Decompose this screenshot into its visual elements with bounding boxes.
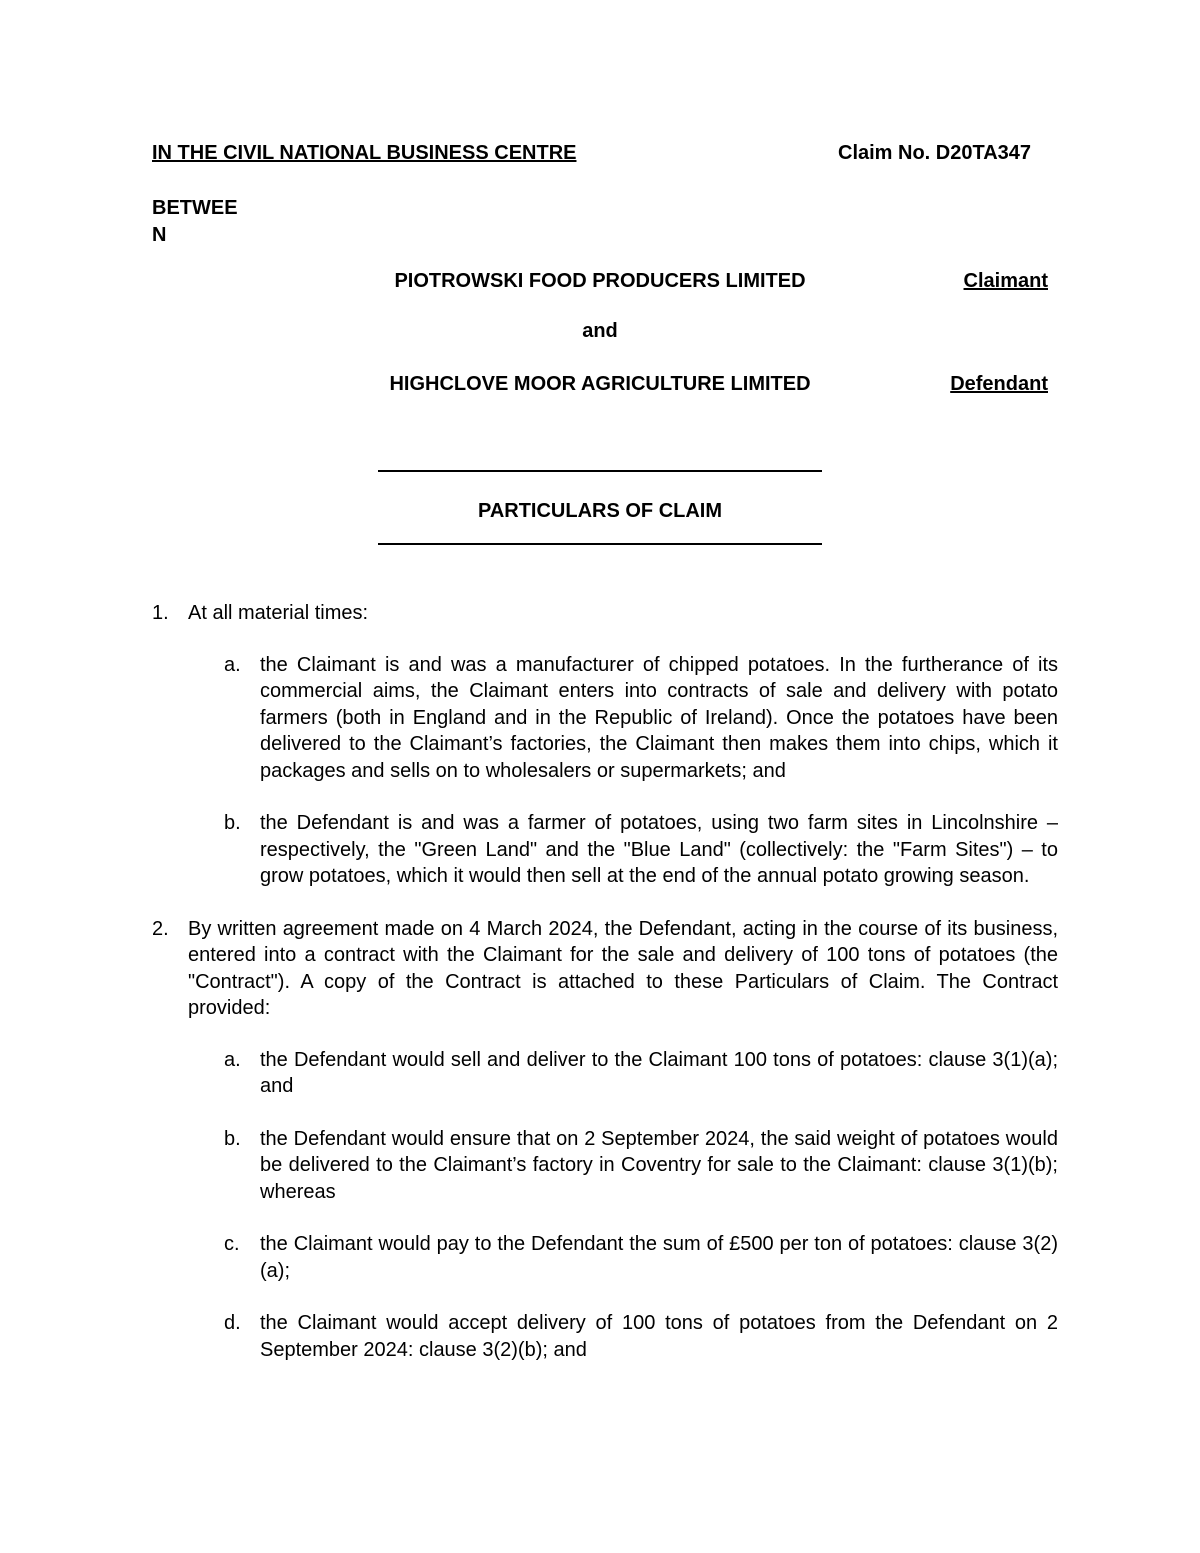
sub-paragraph-text: the Defendant would sell and deliver to the Claimant 100 tons of potatoes: clause 3(1)(a); and xyxy=(260,1048,1058,1097)
sub-paragraph-2b xyxy=(224,1126,1058,1206)
sub-paragraph-2a xyxy=(224,1047,1058,1100)
claim-body xyxy=(152,600,1058,1363)
sub-paragraph-text: the Claimant would accept delivery of 100 tons of potatoes from the Defendant on 2 September 2024: clause 3(2)(b); and xyxy=(260,1312,1058,1361)
claimant-name: PIOTROWSKI FOOD PRODUCERS LIMITED xyxy=(394,270,806,292)
claim-number: Claim No. D20TA347 xyxy=(838,142,1032,164)
sub-paragraph-text: the Claimant would pay to the Defendant the sum of £500 per ton of potatoes: clause 3(2)(a); xyxy=(260,1233,1058,1282)
paragraph-text: At all material times: xyxy=(188,602,369,624)
sub-paragraph-text: the Defendant would ensure that on 2 September 2024, the said weight of potatoes would be delivered to the Claimant’s factory in Coventry for sale to the Claimant: clause 3(1)(b); whereas xyxy=(260,1127,1058,1203)
sub-paragraph-label: d. xyxy=(224,1312,241,1334)
paragraph-text: By written agreement made on 4 March 2024, the Defendant, acting in the course of its business, entered into a contract with the Claimant for the sale and delivery of 100 tons of potatoes (the "Contract"). A copy of the Contract is attached to these Particulars of Claim. The Contract provided: xyxy=(188,917,1058,1019)
sub-paragraph-label: b. xyxy=(224,1127,241,1150)
sub-paragraph-label: a. xyxy=(224,653,241,676)
sub-paragraph-label: b. xyxy=(224,812,241,834)
sub-paragraph-1b xyxy=(224,810,1058,890)
sub-paragraph-label: a. xyxy=(224,1048,241,1071)
title-rule-bottom xyxy=(378,543,822,545)
sub-paragraph-text: the Defendant is and was a farmer of potatoes, using two farm sites in Lincolnshire – respectively, the "Green Land" and the "Blue Land" (collectively: the "Farm Sites") – to grow potatoes, which it would then sell at the end of the annual potato growing season. xyxy=(260,812,1058,887)
paragraph-number: 2. xyxy=(152,917,169,940)
defendant-role: Defendant xyxy=(950,373,1048,395)
defendant-name: HIGHCLOVE MOOR AGRICULTURE LIMITED xyxy=(389,373,811,395)
between-label xyxy=(152,195,252,249)
sub-paragraph-label: c. xyxy=(224,1233,240,1255)
sub-paragraph-2c xyxy=(224,1231,1058,1284)
document-title: PARTICULARS OF CLAIM xyxy=(477,500,723,522)
title-rule-top xyxy=(378,470,822,472)
sub-paragraph-2d xyxy=(224,1310,1058,1363)
paragraph-2 xyxy=(152,916,1058,1022)
claimant-role: Claimant xyxy=(963,270,1048,292)
and-connector: and xyxy=(582,320,618,342)
sub-paragraph-text: the Claimant is and was a manufacturer of chipped potatoes. In the furtherance of its commercial aims, the Claimant enters into contracts of sale and delivery with potato farmers (both in England and in the Republic of Ireland). Once the potatoes have been delivered to the Claimant’s factories, the Claimant then makes them into chips, which it packages and sells on to wholesalers or supermarkets; and xyxy=(260,653,1058,782)
court-heading: IN THE CIVIL NATIONAL BUSINESS CENTRE xyxy=(152,142,577,164)
paragraph-number: 1. xyxy=(152,602,169,624)
paragraph-1 xyxy=(152,600,1058,627)
between-line-1: BETWEE xyxy=(152,197,238,219)
between-line-2: N xyxy=(152,224,167,246)
sub-paragraph-1a xyxy=(224,652,1058,785)
